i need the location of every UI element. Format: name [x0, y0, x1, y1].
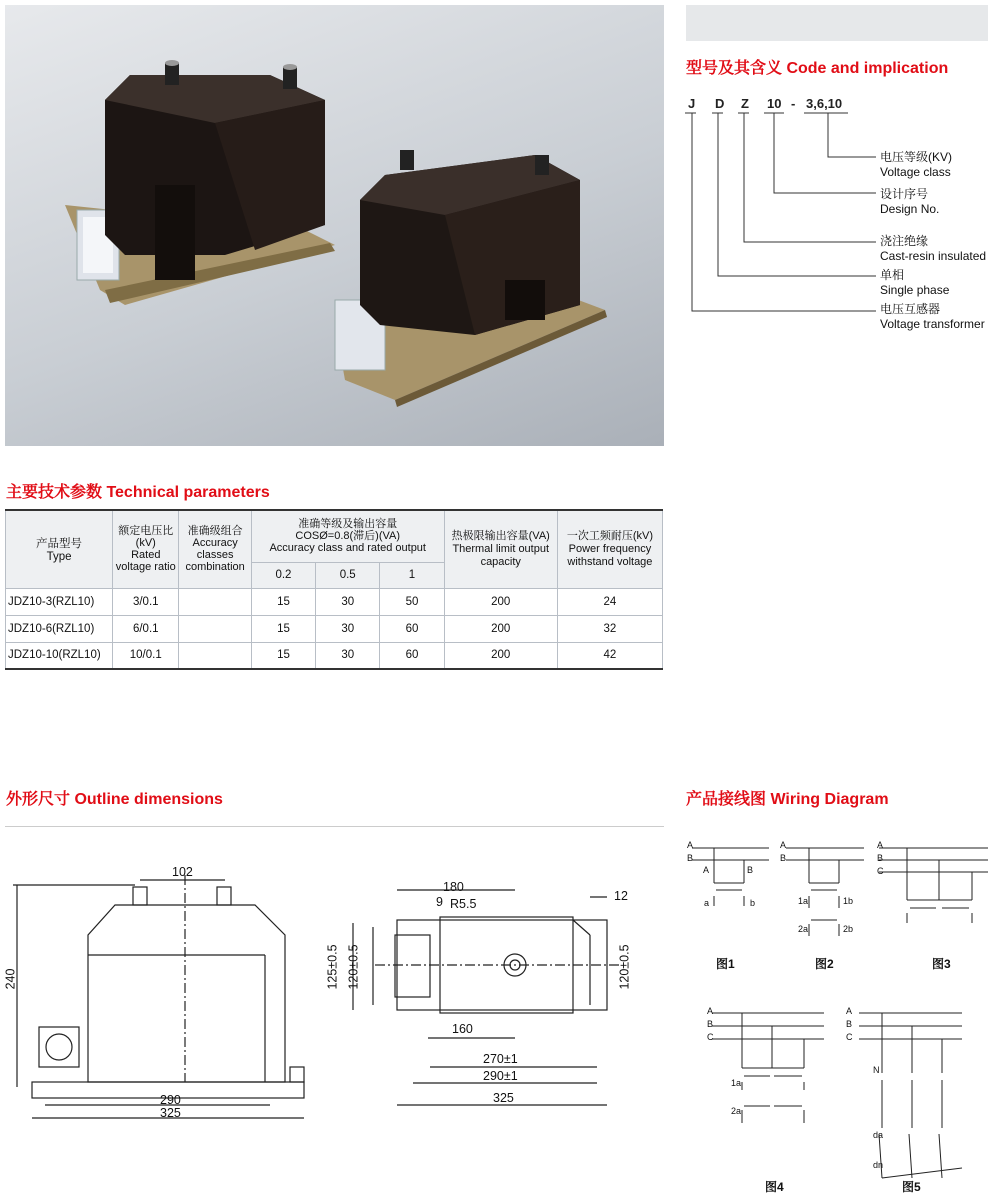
fig5-label: 图5	[902, 1180, 921, 1194]
dim-325: 325	[493, 1091, 514, 1105]
dim-180: 180	[443, 880, 464, 894]
col-ratio: 额定电压比(kV) Rated voltage ratio	[113, 510, 179, 588]
wd-label: 2a	[798, 924, 809, 934]
wd-label: a	[704, 898, 710, 908]
tech-title: 主要技术参数 Technical parameters	[6, 484, 270, 501]
dim-edge-12: 12	[614, 889, 628, 903]
table-row: JDZ10-3(RZL10) 3/0.1 15 30 50 200 24	[6, 588, 663, 615]
code-voltage: 3,6,10	[806, 96, 843, 111]
col-type: 产品型号 Type	[6, 510, 113, 588]
dim-r55: R5.5	[450, 897, 477, 911]
plan-view-drawing	[335, 875, 625, 1115]
wd-label: A	[780, 840, 787, 850]
meaning-cast-resin: 浇注绝缘 Cast-resin insulated	[880, 234, 987, 263]
class-02: 0.2	[251, 562, 315, 588]
meaning-voltage-transformer: 电压互感器 Voltage transformer	[880, 302, 985, 331]
dim-125: 125±0.5	[325, 944, 340, 990]
dim-height-240: 240	[3, 968, 18, 990]
dim-290: 290±1	[483, 1069, 518, 1083]
wiring-title: 产品接线图 Wiring Diagram	[686, 791, 889, 808]
tech-table	[5, 509, 663, 670]
wd-label: N	[873, 1065, 880, 1075]
outline-title: 外形尺寸 Outline dimensions	[6, 791, 223, 808]
table-row: JDZ10-6(RZL10) 6/0.1 15 30 60 200 32	[6, 615, 663, 642]
dim-base-325: 325	[160, 1106, 181, 1120]
code-dash: -	[791, 96, 796, 111]
wd-label: 1b	[843, 896, 854, 906]
wd-label: B	[846, 1019, 853, 1029]
dim-120-right: 120±0.5	[617, 944, 632, 990]
col-output: 准确等级及输出容量 COSØ=0.8(滞后)(VA) Accuracy class and rated output	[251, 510, 444, 562]
wd-label: A	[877, 840, 884, 850]
wd-label: 2b	[843, 924, 854, 934]
product-photo	[5, 5, 664, 446]
code-letter-d: D	[715, 96, 725, 111]
dim-base-290: 290	[160, 1093, 181, 1107]
col-thermal: 热极限输出容量(VA) Thermal limit output capacity	[444, 510, 557, 588]
fig2-label: 图2	[815, 957, 834, 971]
col-freq: 一次工频耐压(kV) Power frequency withstand voltage	[557, 510, 662, 588]
outline-divider	[5, 826, 664, 827]
wd-label: A	[846, 1006, 853, 1016]
dim-top-102: 102	[172, 865, 193, 879]
meaning-single-phase: 单相 Single phase	[880, 268, 950, 297]
wd-label: C	[707, 1032, 714, 1042]
wd-label: da	[873, 1130, 884, 1140]
code-letter-j: J	[688, 96, 696, 111]
wd-label: 2a	[731, 1106, 742, 1116]
fig4-label: 图4	[765, 1180, 784, 1194]
dim-120-left: 120±0.5	[346, 944, 361, 990]
side-view-drawing	[5, 855, 315, 1130]
class-1: 1	[380, 562, 444, 588]
code-number: 10	[767, 96, 782, 111]
wiring-diagrams	[684, 838, 994, 1188]
wd-label: B	[687, 853, 694, 863]
wd-label: b	[750, 898, 756, 908]
wd-label: 1a	[731, 1078, 742, 1088]
wd-label: B	[780, 853, 787, 863]
transformer-small-image	[335, 150, 607, 407]
wd-label: 1a	[798, 896, 809, 906]
code-letter-z: Z	[741, 96, 749, 111]
wd-label: A	[687, 840, 694, 850]
class-05: 0.5	[316, 562, 380, 588]
wd-label: C	[877, 866, 884, 876]
wd-label: B	[877, 853, 884, 863]
transformer-large-image	[65, 60, 335, 305]
dim-hole-9: 9	[436, 895, 443, 909]
meaning-voltage-class: 电压等级(KV) Voltage class	[880, 150, 953, 179]
wd-label: B	[747, 865, 754, 875]
meaning-design-no: 设计序号 Design No.	[880, 187, 940, 216]
code-title: 型号及其含义 Code and implication	[686, 60, 949, 77]
wd-label: A	[707, 1006, 714, 1016]
table-row: JDZ10-10(RZL10) 10/0.1 15 30 60 200 42	[6, 642, 663, 669]
header-bar	[686, 5, 988, 41]
fig3-label: 图3	[932, 957, 951, 971]
wd-label: B	[707, 1019, 714, 1029]
col-accuracy: 准确级组合 Accuracy classes combination	[179, 510, 251, 588]
fig1-label: 图1	[716, 957, 735, 971]
dim-270: 270±1	[483, 1052, 518, 1066]
wd-label: A	[703, 865, 710, 875]
wd-label: dn	[873, 1160, 884, 1170]
wd-label: C	[846, 1032, 853, 1042]
dim-160: 160	[452, 1022, 473, 1036]
